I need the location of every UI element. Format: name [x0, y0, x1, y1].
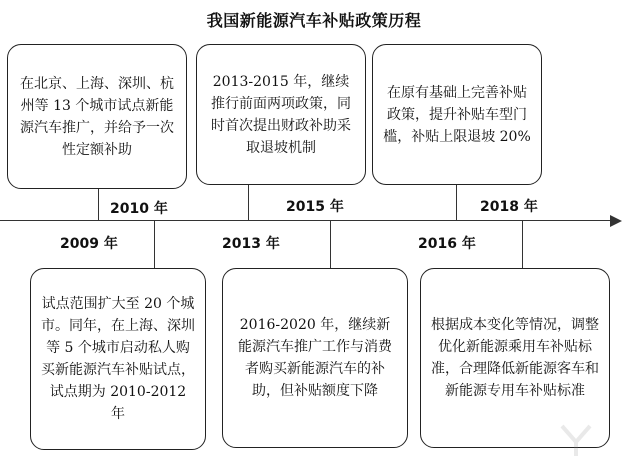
tick-2016: [522, 220, 523, 268]
year-label-2013: 2013 年: [222, 236, 280, 252]
event-card-2010: [7, 44, 187, 189]
event-text-2016: 根据成本变化等情况，调整优化新能源乘用车补贴标准，合理降低新能源客车和新能源专用车补贴标准: [431, 317, 599, 399]
year-label-2015: 2015 年: [286, 199, 344, 215]
timeline-axis: [0, 220, 612, 221]
timeline-arrow-icon: [610, 215, 622, 227]
event-text-2013: 2016-2020 年，继续新能源汽车推广工作与消费者购买新能源汽车的补助，但补贴额度下降: [238, 317, 392, 399]
event-card-2013: [222, 268, 408, 448]
event-text-2018: 在原有基础上完善补贴政策，提升补贴车型门槛，补贴上限退坡 20%: [383, 84, 531, 145]
tick-2010: [98, 189, 99, 220]
tick-2009: [154, 220, 155, 268]
event-card-2009: [30, 268, 206, 450]
event-text-2015: 2013-2015 年，继续推行前面两项政策，同时首次提出财政补助采取退坡机制: [211, 73, 351, 156]
event-text-2010: 在北京、上海、深圳、杭州等 13 个城市试点新能源汽车推广，并给予一次性定额补助: [20, 75, 174, 158]
diagram-title: 我国新能源汽车补贴政策历程: [206, 11, 422, 30]
event-card-2015: [196, 44, 366, 185]
year-label-2010: 2010 年: [110, 201, 168, 217]
year-label-2018: 2018 年: [480, 199, 538, 215]
watermark-icon: [556, 420, 596, 460]
event-text-2009: 试点范围扩大至 20 个城市。同年，在上海、深圳等 5 个城市启动私人购买新能源汽车补贴试点，试点期为 2010-2012 年: [41, 296, 195, 422]
tick-2013: [330, 220, 331, 268]
tick-2015: [248, 185, 249, 220]
year-label-2009: 2009 年: [60, 236, 118, 252]
event-card-2018: [372, 44, 542, 185]
year-label-2016: 2016 年: [418, 236, 476, 252]
tick-2018: [456, 185, 457, 220]
